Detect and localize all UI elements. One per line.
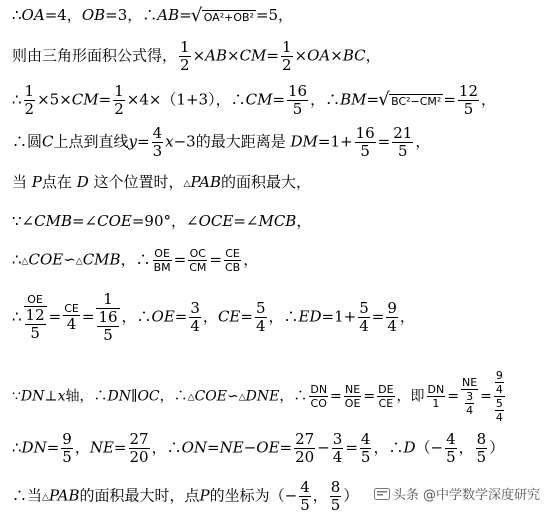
compound-fraction: $\frac{1}{\frac{16}{5}}$ xyxy=(98,290,118,344)
watermark xyxy=(374,484,540,503)
fraction: $\frac{8}{5}$ xyxy=(476,430,487,466)
line-1 xyxy=(12,8,550,24)
math-var: OB xyxy=(81,6,106,24)
fraction: $\frac{9}{5}$ xyxy=(62,430,72,466)
fraction: $\frac{27}{20}$ xyxy=(129,430,149,466)
line-6: ∵∠CMB=∠COE=90°，∠OCE=∠MCB， xyxy=(12,212,312,230)
fraction: $\frac{DN}{CO}$ xyxy=(310,383,328,410)
fraction: $\frac{27}{20}$ xyxy=(295,430,315,466)
fraction: $\frac{1}{2}$ xyxy=(282,38,292,74)
fraction: $\frac{8}{5}$ xyxy=(330,478,341,514)
triangle-symbol: △ xyxy=(183,179,191,189)
compound-fraction: $\frac{NE}{\frac{3}{4}}$ xyxy=(461,376,478,417)
triangle-symbol: △ xyxy=(238,392,246,403)
fraction: $\frac{DE}{CE}$ xyxy=(378,383,394,410)
math-var: AB xyxy=(157,6,180,24)
fraction: $\frac{OE}{BM}$ xyxy=(153,247,171,274)
line-8: ∴ $\frac{OE}{\frac{12}{5}}$ = $\frac{CE}{4}$ = $\frac{1}{\frac{16}{5}}$ ，∴OE= $\frac{3}{4}$ ，CE= $\frac{5}{4}$ ，∴ED=1+ $\frac{5}{4}$ = $\frac{9}{4}$ ， xyxy=(12,290,415,344)
toutiao-logo-icon xyxy=(374,488,390,500)
fraction: $\frac{4}{3}$ xyxy=(152,124,163,160)
triangle-symbol: △ xyxy=(75,256,83,267)
fraction: $\frac{CE}{4}$ xyxy=(64,302,79,333)
fraction: $\frac{9}{4}$ xyxy=(387,299,397,335)
fraction: $\frac{16}{5}$ xyxy=(288,82,308,118)
text: =5， xyxy=(255,6,294,24)
sqrt-expression: √ BC²−CM² xyxy=(379,93,443,108)
line-11: ∴当△PAB的面积最大时，点P的坐标为（− $\frac{4}{5}$ ， $\frac{8}{5}$ ） xyxy=(12,478,359,514)
triangle-symbol: △ xyxy=(21,256,29,267)
fraction: $\frac{1}{2}$ xyxy=(114,82,124,118)
fraction: $\frac{3}{4}$ xyxy=(190,299,200,335)
line-10: ∴DN= $\frac{9}{5}$ ，NE= $\frac{27}{20}$ ，∴ON=NE−OE= $\frac{27}{20}$ − $\frac{3}{4}$ = $\frac{4}{5}$ ，∴D（− $\frac{4}{5}$ ， $\frac{8}{5}$ ） xyxy=(12,430,505,466)
fraction: $\frac{12}{5}$ xyxy=(458,82,479,118)
watermark-text: 头条 @中学数学深度研究 xyxy=(392,488,540,503)
triangle-symbol: △ xyxy=(187,392,195,403)
line-7: ∴△COE∽△CMB，∴ $\frac{OE}{BM}$ = $\frac{OC}{CM}$ = $\frac{CE}{CB}$ ， xyxy=(12,247,259,274)
text: =3，∴ xyxy=(105,6,158,24)
text: =4， xyxy=(44,6,82,24)
fraction: $\frac{5}{4}$ xyxy=(255,299,266,335)
fraction: $\frac{4}{5}$ xyxy=(446,430,456,466)
fraction: $\frac{5}{4}$ xyxy=(359,299,369,335)
compound-fraction: $\frac{\frac{9}{4}}{\frac{5}{4}}$ xyxy=(495,369,503,424)
line-5: 当 P点在 D 这个位置时，△PAB的面积最大， xyxy=(12,173,312,191)
therefore-symbol: ∴ xyxy=(12,6,22,24)
fraction: $\frac{NE}{OE}$ xyxy=(344,383,361,410)
fraction: $\frac{21}{5}$ xyxy=(393,124,413,160)
fraction: $\frac{1}{2}$ xyxy=(180,38,190,74)
line-2: 则由三角形面积公式得， $\frac{1}{2}$ ×AB×CM= $\frac{1}{2}$ ×OA×BC， xyxy=(12,38,381,74)
triangle-symbol: △ xyxy=(42,492,49,503)
fraction: $\frac{CE}{CB}$ xyxy=(224,247,241,274)
line-4: ∴圆C上点到直线y= $\frac{4}{3}$ x−3的最大距离是 DM=1+ $\frac{16}{5}$ = $\frac{21}{5}$ ， xyxy=(12,124,431,160)
line-9: ∵DN⊥x轴，∴DN∥OC，∴△COE∽△DNE，∴ $\frac{DN}{CO}$ = $\frac{NE}{OE}$ = $\frac{DE}{CE}$ ，即 $\frac{DN}{1}$ = $\frac{NE}{\frac{3}{4}}$ = $\frac{\frac{9}{4}}{\frac{5}{4}}$ xyxy=(12,369,503,424)
text: 则由三角形面积公式得， xyxy=(12,46,178,65)
compound-fraction: $\frac{OE}{\frac{12}{5}}$ xyxy=(25,293,45,342)
math-var: OA xyxy=(21,6,45,24)
fraction: $\frac{OC}{CM}$ xyxy=(189,247,207,274)
sqrt-expression: √ OA²+OB² xyxy=(192,9,256,24)
fraction: $\frac{DN}{1}$ xyxy=(427,383,445,410)
fraction: $\frac{3}{4}$ xyxy=(332,430,343,466)
fraction: $\frac{4}{5}$ xyxy=(360,430,371,466)
line-3: ∴ $\frac{1}{2}$ ×5×CM= $\frac{1}{2}$ ×4×（1+3），∴CM= $\frac{16}{5}$ ，∴BM=√ BC²−CM² = $\frac{12}{5}$ ， xyxy=(12,84,550,117)
text: = xyxy=(179,6,192,24)
fraction: $\frac{1}{2}$ xyxy=(24,82,35,118)
fraction: $\frac{16}{5}$ xyxy=(355,124,375,160)
fraction: $\frac{4}{5}$ xyxy=(300,478,310,514)
